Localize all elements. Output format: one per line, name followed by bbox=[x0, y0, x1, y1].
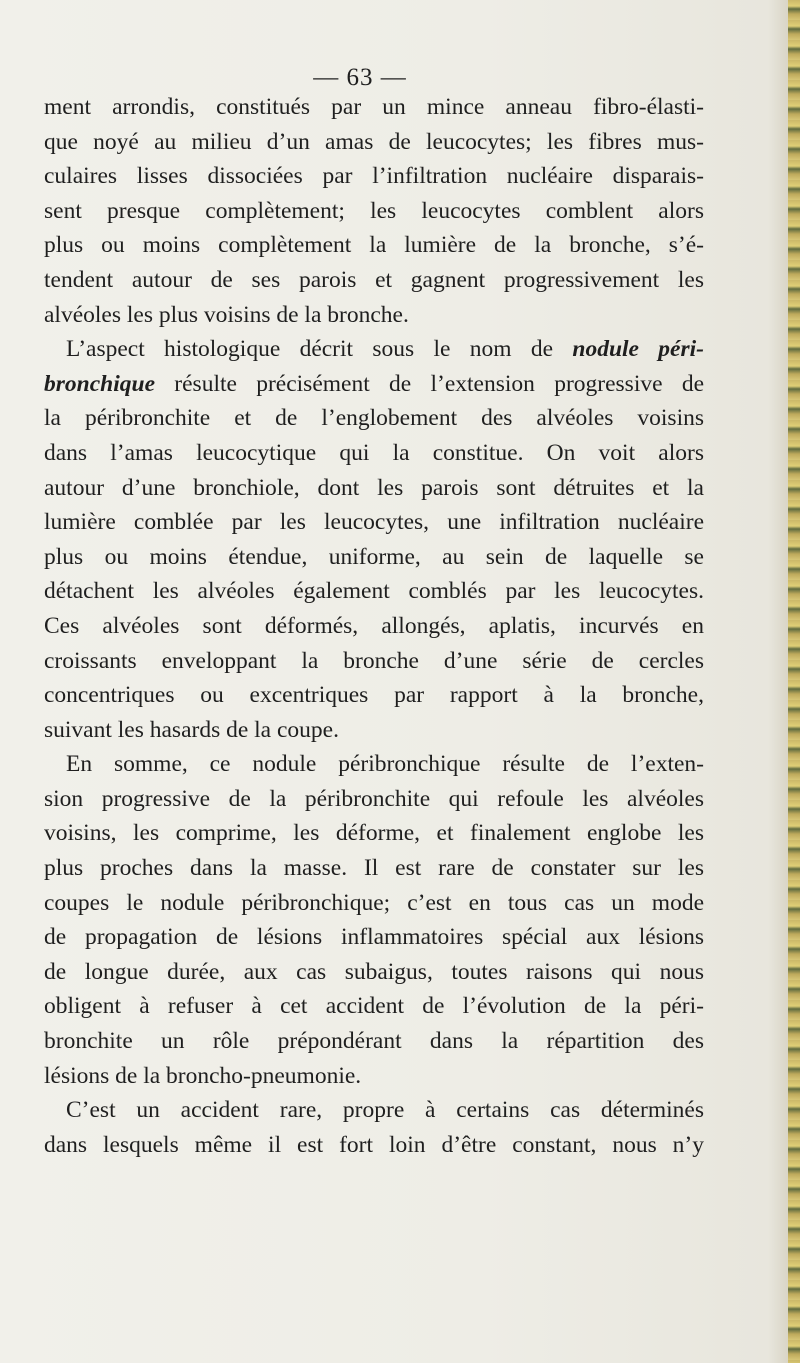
text-run: résulte précisément de l’extension progressive de bbox=[155, 370, 704, 397]
body-text bbox=[44, 90, 704, 1162]
text-line: C’est un accident rare, propre à certains cas déterminés bbox=[66, 1097, 704, 1124]
text-line: alvéoles les plus voisins de la bronche. bbox=[44, 301, 409, 328]
text-line: tendent autour de ses parois et gagnent progressivement les bbox=[44, 266, 704, 293]
text-line: culaires lisses dissociées par l’infiltration nucléaire disparais- bbox=[44, 163, 704, 190]
text-line: bronchite un rôle prépondérant dans la répartition des bbox=[44, 1028, 704, 1055]
text-line: dans lesquels même il est fort loin d’être constant, nous n’y bbox=[44, 1131, 704, 1158]
text-line: que noyé au milieu d’un amas de leucocytes; les fibres mus- bbox=[44, 128, 704, 155]
text-line: dans l’amas leucocytique qui la constitue. On voit alors bbox=[44, 439, 704, 466]
text-line: sent presque complètement; les leucocytes comblent alors bbox=[44, 197, 704, 224]
text-line: détachent les alvéoles également comblés par les leucocytes. bbox=[44, 578, 704, 605]
text-line: ment arrondis, constitués par un mince anneau fibro-élasti- bbox=[44, 94, 704, 120]
text-line: sion progressive de la péribronchite qui refoule les alvéoles bbox=[44, 785, 704, 812]
italic-term: bronchique bbox=[44, 370, 155, 397]
text-line: plus ou moins complètement la lumière de la bronche, s’é- bbox=[44, 232, 704, 259]
italic-term: nodule péri- bbox=[572, 336, 704, 363]
page-edge bbox=[788, 0, 800, 1363]
text-line: coupes le nodule péribronchique; c’est en tous cas un mode bbox=[44, 889, 704, 916]
text-line: Ces alvéoles sont déformés, allongés, aplatis, incurvés en bbox=[44, 612, 704, 639]
text-line: plus proches dans la masse. Il est rare de constater sur les bbox=[44, 855, 704, 882]
text-line: concentriques ou excentriques par rapport à la bronche, bbox=[44, 682, 704, 709]
text-line: lumière comblée par les leucocytes, une infiltration nucléaire bbox=[44, 509, 704, 536]
text-line: autour d’une bronchiole, dont les parois sont détruites et la bbox=[44, 474, 704, 501]
text-line: voisins, les comprime, les déforme, et finalement englobe les bbox=[44, 820, 704, 847]
text-line: suivant les hasards de la coupe. bbox=[44, 716, 339, 743]
text-line: En somme, ce nodule péribronchique résulte de l’exten- bbox=[66, 751, 704, 778]
text-line: la péribronchite et de l’englobement des alvéoles voisins bbox=[44, 405, 704, 432]
text-line: croissants enveloppant la bronche d’une série de cercles bbox=[44, 647, 704, 674]
page-number: — 63 — bbox=[313, 64, 407, 91]
text-line bbox=[44, 367, 704, 402]
text-line bbox=[44, 332, 704, 367]
text-line: de longue durée, aux cas subaigus, toutes raisons qui nous bbox=[44, 958, 704, 985]
text-run: L’aspect histologique décrit sous le nom de bbox=[66, 336, 573, 363]
text-line: lésions de la broncho-pneumonie. bbox=[44, 1062, 362, 1089]
text-line: plus ou moins étendue, uniforme, au sein de laquelle se bbox=[44, 543, 704, 570]
text-line: obligent à refuser à cet accident de l’évolution de la péri- bbox=[44, 993, 704, 1020]
text-line: de propagation de lésions inflammatoires spécial aux lésions bbox=[44, 924, 704, 951]
